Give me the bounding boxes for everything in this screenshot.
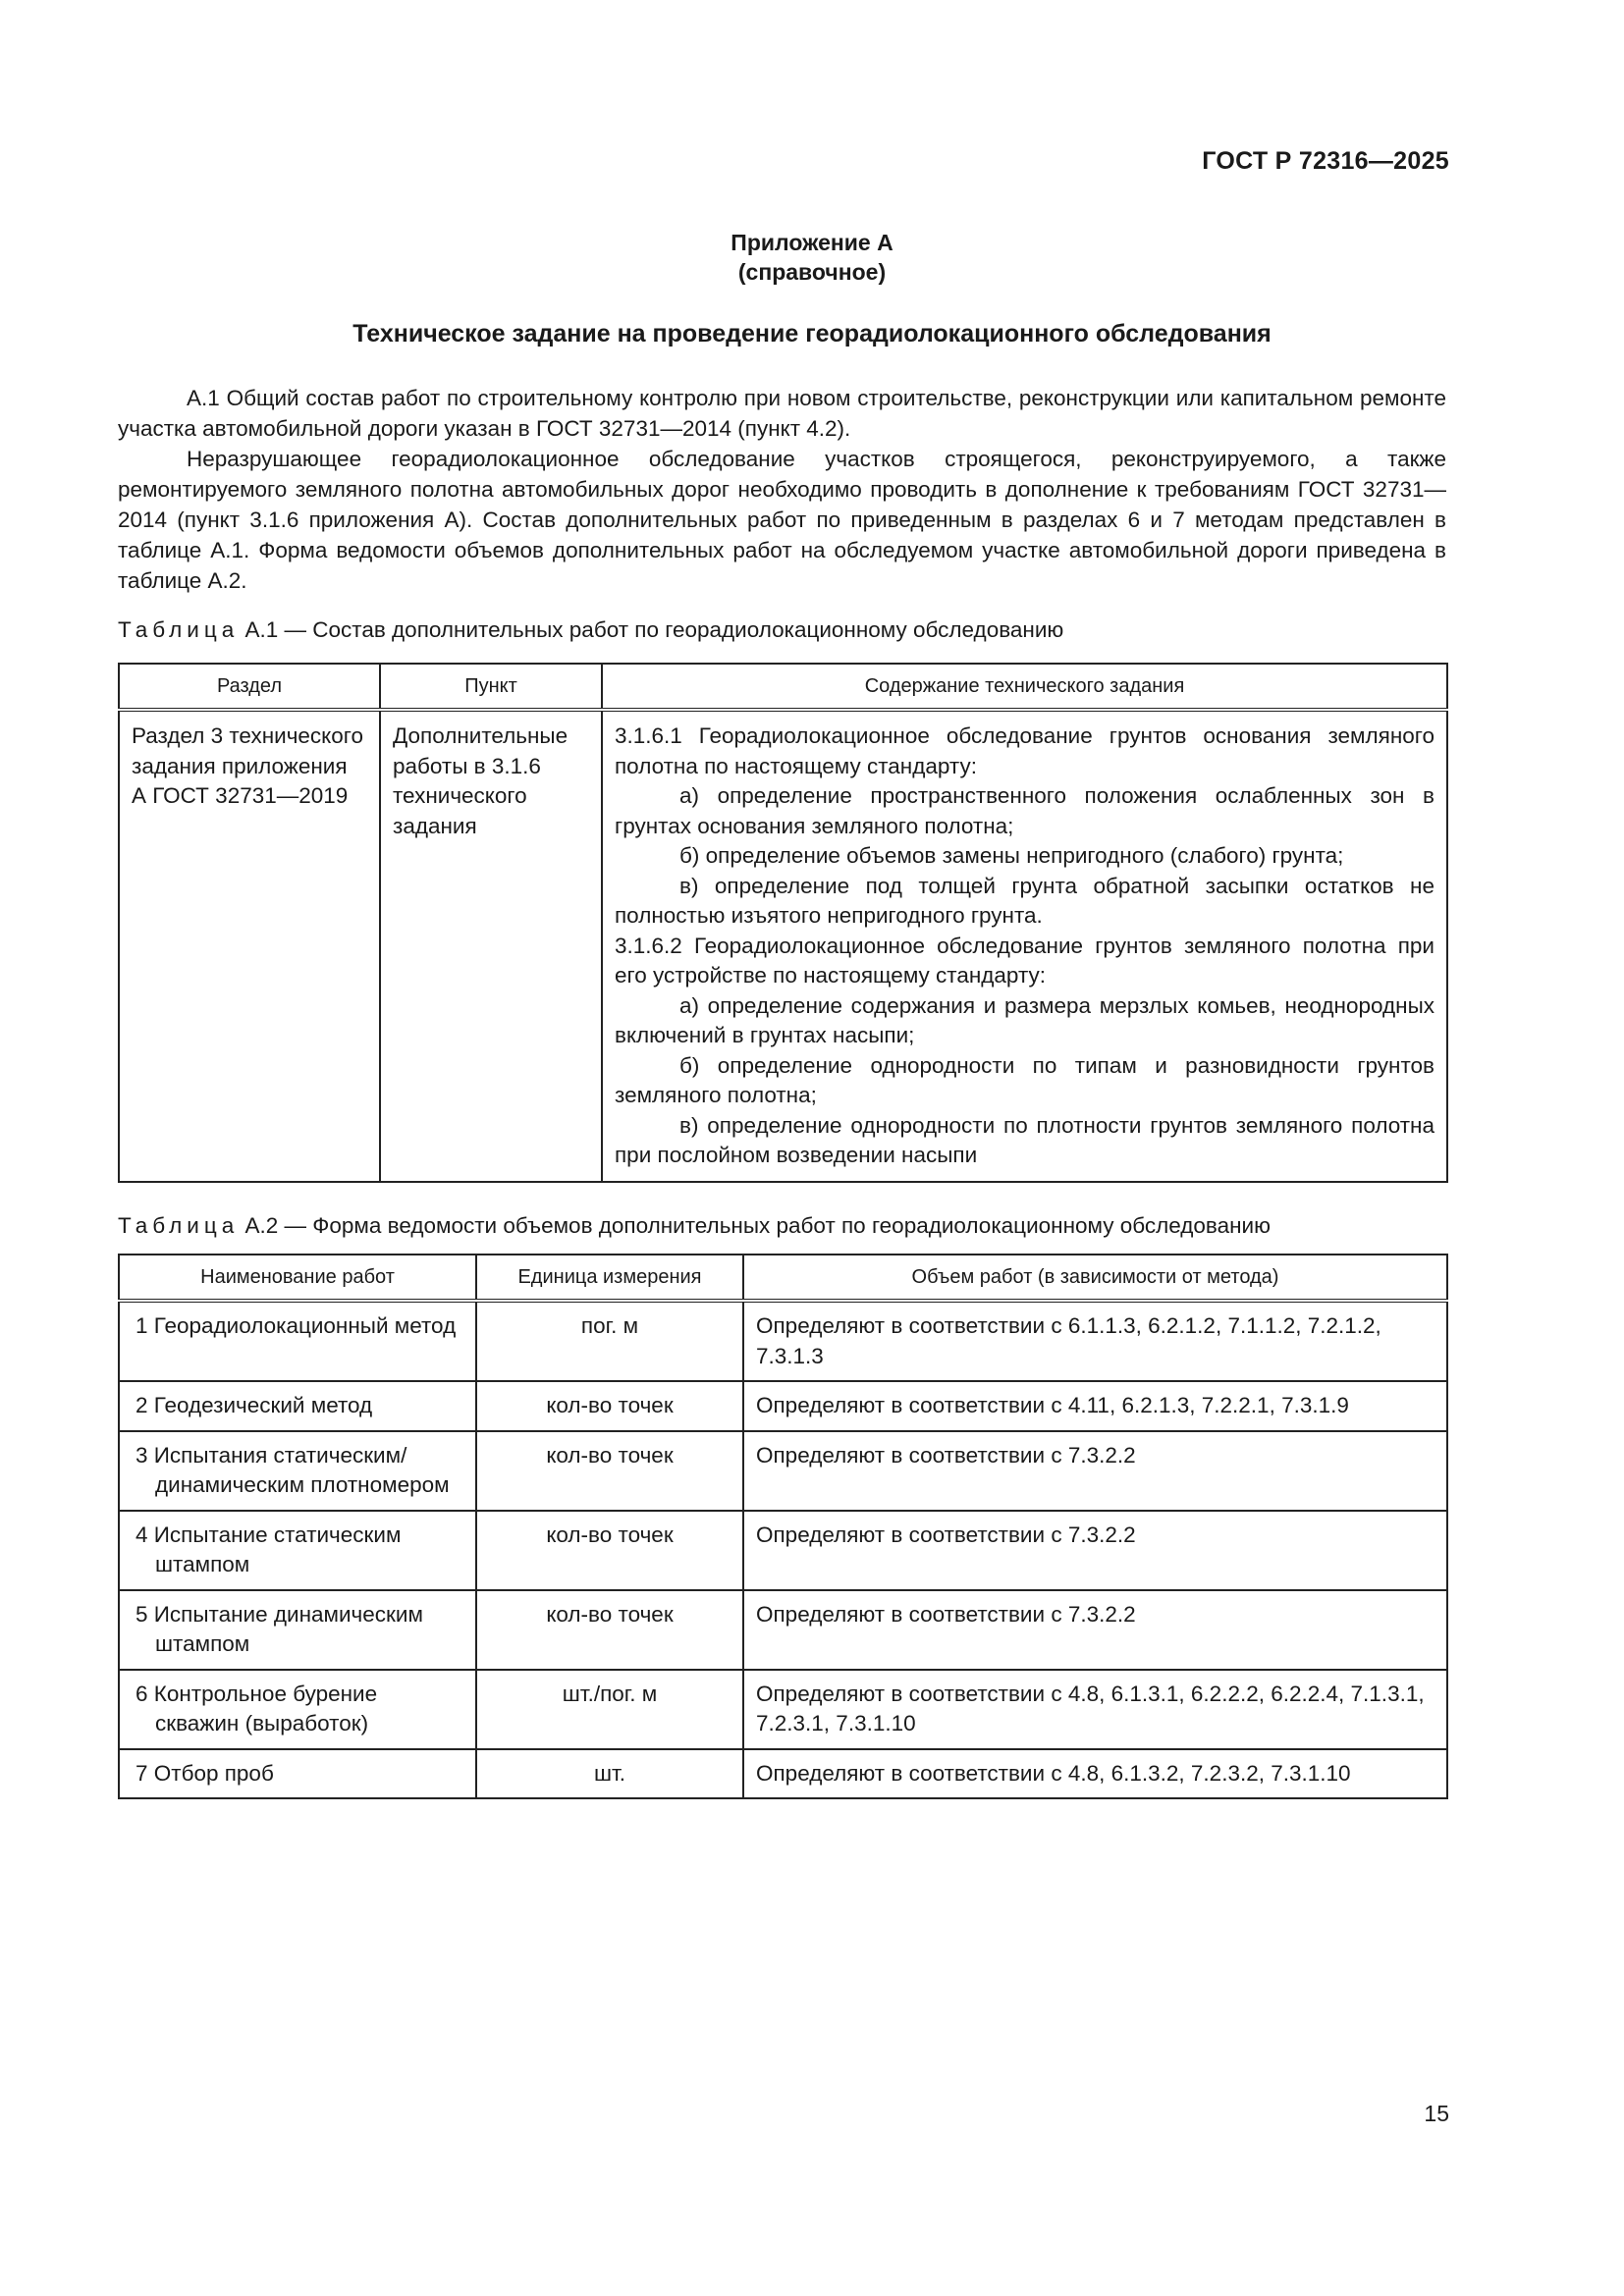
annex-title: Приложение А: [731, 230, 893, 255]
standard-code: ГОСТ Р 72316—2025: [1202, 147, 1449, 175]
unit-cell: шт./пог. м: [476, 1670, 743, 1749]
work-name-cell: 1 Георадиолокационный метод: [119, 1301, 476, 1381]
clause-cell: Дополнительные работы в 3.1.6 технического задания: [380, 710, 602, 1182]
table-a1-caption: [118, 615, 1063, 645]
section-title: Техническое задание на проведение георадиолокационного обследования: [352, 320, 1272, 347]
table-row: [119, 1670, 1447, 1749]
content-line: а) определение содержания и размера мерзлых комьев, неоднородных включений в грунтах насыпи;: [615, 992, 1435, 1047]
paragraph: А.1 Общий состав работ по строительному контролю при новом строительстве, реконструкции или капитальном ремонте участка автомобильной дороги указан в ГОСТ 32731—2014 (пункт 4.2).: [118, 386, 1446, 441]
content-line: в) определение под толщей грунта обратной засыпки остатков не полностью изъятого непригодного грунта.: [615, 873, 1435, 928]
column-header: Объем работ (в зависимости от метода): [743, 1255, 1447, 1301]
unit-cell: кол-во точек: [476, 1381, 743, 1431]
table-row: [119, 1590, 1447, 1670]
table-row: [119, 1749, 1447, 1799]
section-cell: Раздел 3 технического задания приложения А ГОСТ 32731—2019: [119, 710, 380, 1182]
table-caption-text: А.1 — Состав дополнительных работ по георадиолокационному обследованию: [244, 617, 1064, 642]
annex-subtitle: (справочное): [737, 259, 887, 285]
table-caption-label: Таблица: [118, 1213, 240, 1238]
column-header: Пункт: [380, 664, 602, 710]
paragraph: Неразрушающее георадиолокационное обследование участков строящегося, реконструируемого, а также ремонтируемого земляного полотна автомобильных дорог необходимо проводить в дополнение к требованиям ГОСТ 32731—2014 (пункт 3.1.6 приложения А). Состав дополнительных работ по приведенным в разделах 6 и 7 методам представлен в таблице А.1. Форма ведомости объемов дополнительных работ на обследуемом участке автомобильной дороги приведена в таблице А.2.: [118, 447, 1446, 593]
content-line: б) определение объемов замены непригодного (слабого) грунта;: [679, 843, 1344, 868]
work-name-cell: 6 Контрольное бурение скважин (выработок): [119, 1670, 476, 1749]
unit-cell: кол-во точек: [476, 1431, 743, 1511]
table-row: [119, 710, 1447, 1182]
unit-cell: пог. м: [476, 1301, 743, 1381]
content-cell: [602, 710, 1447, 1182]
page-number: 15: [1424, 2101, 1449, 2126]
column-header: Раздел: [119, 664, 380, 710]
volume-cell: Определяют в соответствии с 7.3.2.2: [743, 1511, 1447, 1590]
volume-cell: Определяют в соответствии с 4.8, 6.1.3.1, 6.2.2.2, 6.2.2.4, 7.1.3.1, 7.2.3.1, 7.3.1.10: [743, 1670, 1447, 1749]
volume-cell: Определяют в соответствии с 7.3.2.2: [743, 1590, 1447, 1670]
table-a1: [118, 663, 1448, 1183]
work-name-cell: 4 Испытание статическим штампом: [119, 1511, 476, 1590]
body-text: [118, 383, 1446, 596]
table-caption-text: А.2 — Форма ведомости объемов дополнительных работ по георадиолокационному обследованию: [244, 1213, 1272, 1238]
table-a2-caption: [118, 1211, 1271, 1241]
volume-cell: Определяют в соответствии с 6.1.1.3, 6.2.1.2, 7.1.1.2, 7.2.1.2, 7.3.1.3: [743, 1301, 1447, 1381]
volume-cell: Определяют в соответствии с 7.3.2.2: [743, 1431, 1447, 1511]
volume-cell: Определяют в соответствии с 4.11, 6.2.1.3, 7.2.2.1, 7.3.1.9: [743, 1381, 1447, 1431]
work-name-cell: 2 Геодезический метод: [119, 1381, 476, 1431]
unit-cell: кол-во точек: [476, 1511, 743, 1590]
table-row: [119, 1511, 1447, 1590]
content-line: 3.1.6.1 Георадиолокационное обследование грунтов основания земляного полотна по настоящему стандарту:: [615, 723, 1435, 778]
column-header: Содержание технического задания: [602, 664, 1447, 710]
column-header: Единица измерения: [476, 1255, 743, 1301]
content-line: в) определение однородности по плотности грунтов земляного полотна при послойном возведении насыпи: [615, 1112, 1435, 1167]
table-row: [119, 1431, 1447, 1511]
table-caption-label: Таблица: [118, 617, 240, 642]
unit-cell: шт.: [476, 1749, 743, 1799]
table-row: [119, 1301, 1447, 1381]
table-a2: [118, 1254, 1448, 1799]
content-line: а) определение пространственного положения ослабленных зон в грунтах основания земляного полотна;: [615, 783, 1435, 838]
content-line: б) определение однородности по типам и разновидности грунтов земляного полотна;: [615, 1052, 1435, 1107]
unit-cell: кол-во точек: [476, 1590, 743, 1670]
work-name-cell: 5 Испытание динамическим штампом: [119, 1590, 476, 1670]
work-name-cell: 7 Отбор проб: [119, 1749, 476, 1799]
column-header: Наименование работ: [119, 1255, 476, 1301]
work-name-cell: 3 Испытания статическим/динамическим плотномером: [119, 1431, 476, 1511]
annex-heading: [0, 228, 1624, 287]
content-line: 3.1.6.2 Георадиолокационное обследование грунтов земляного полотна при его устройстве по настоящему стандарту:: [615, 933, 1435, 988]
volume-cell: Определяют в соответствии с 4.8, 6.1.3.2, 7.2.3.2, 7.3.1.10: [743, 1749, 1447, 1799]
table-row: [119, 1381, 1447, 1431]
